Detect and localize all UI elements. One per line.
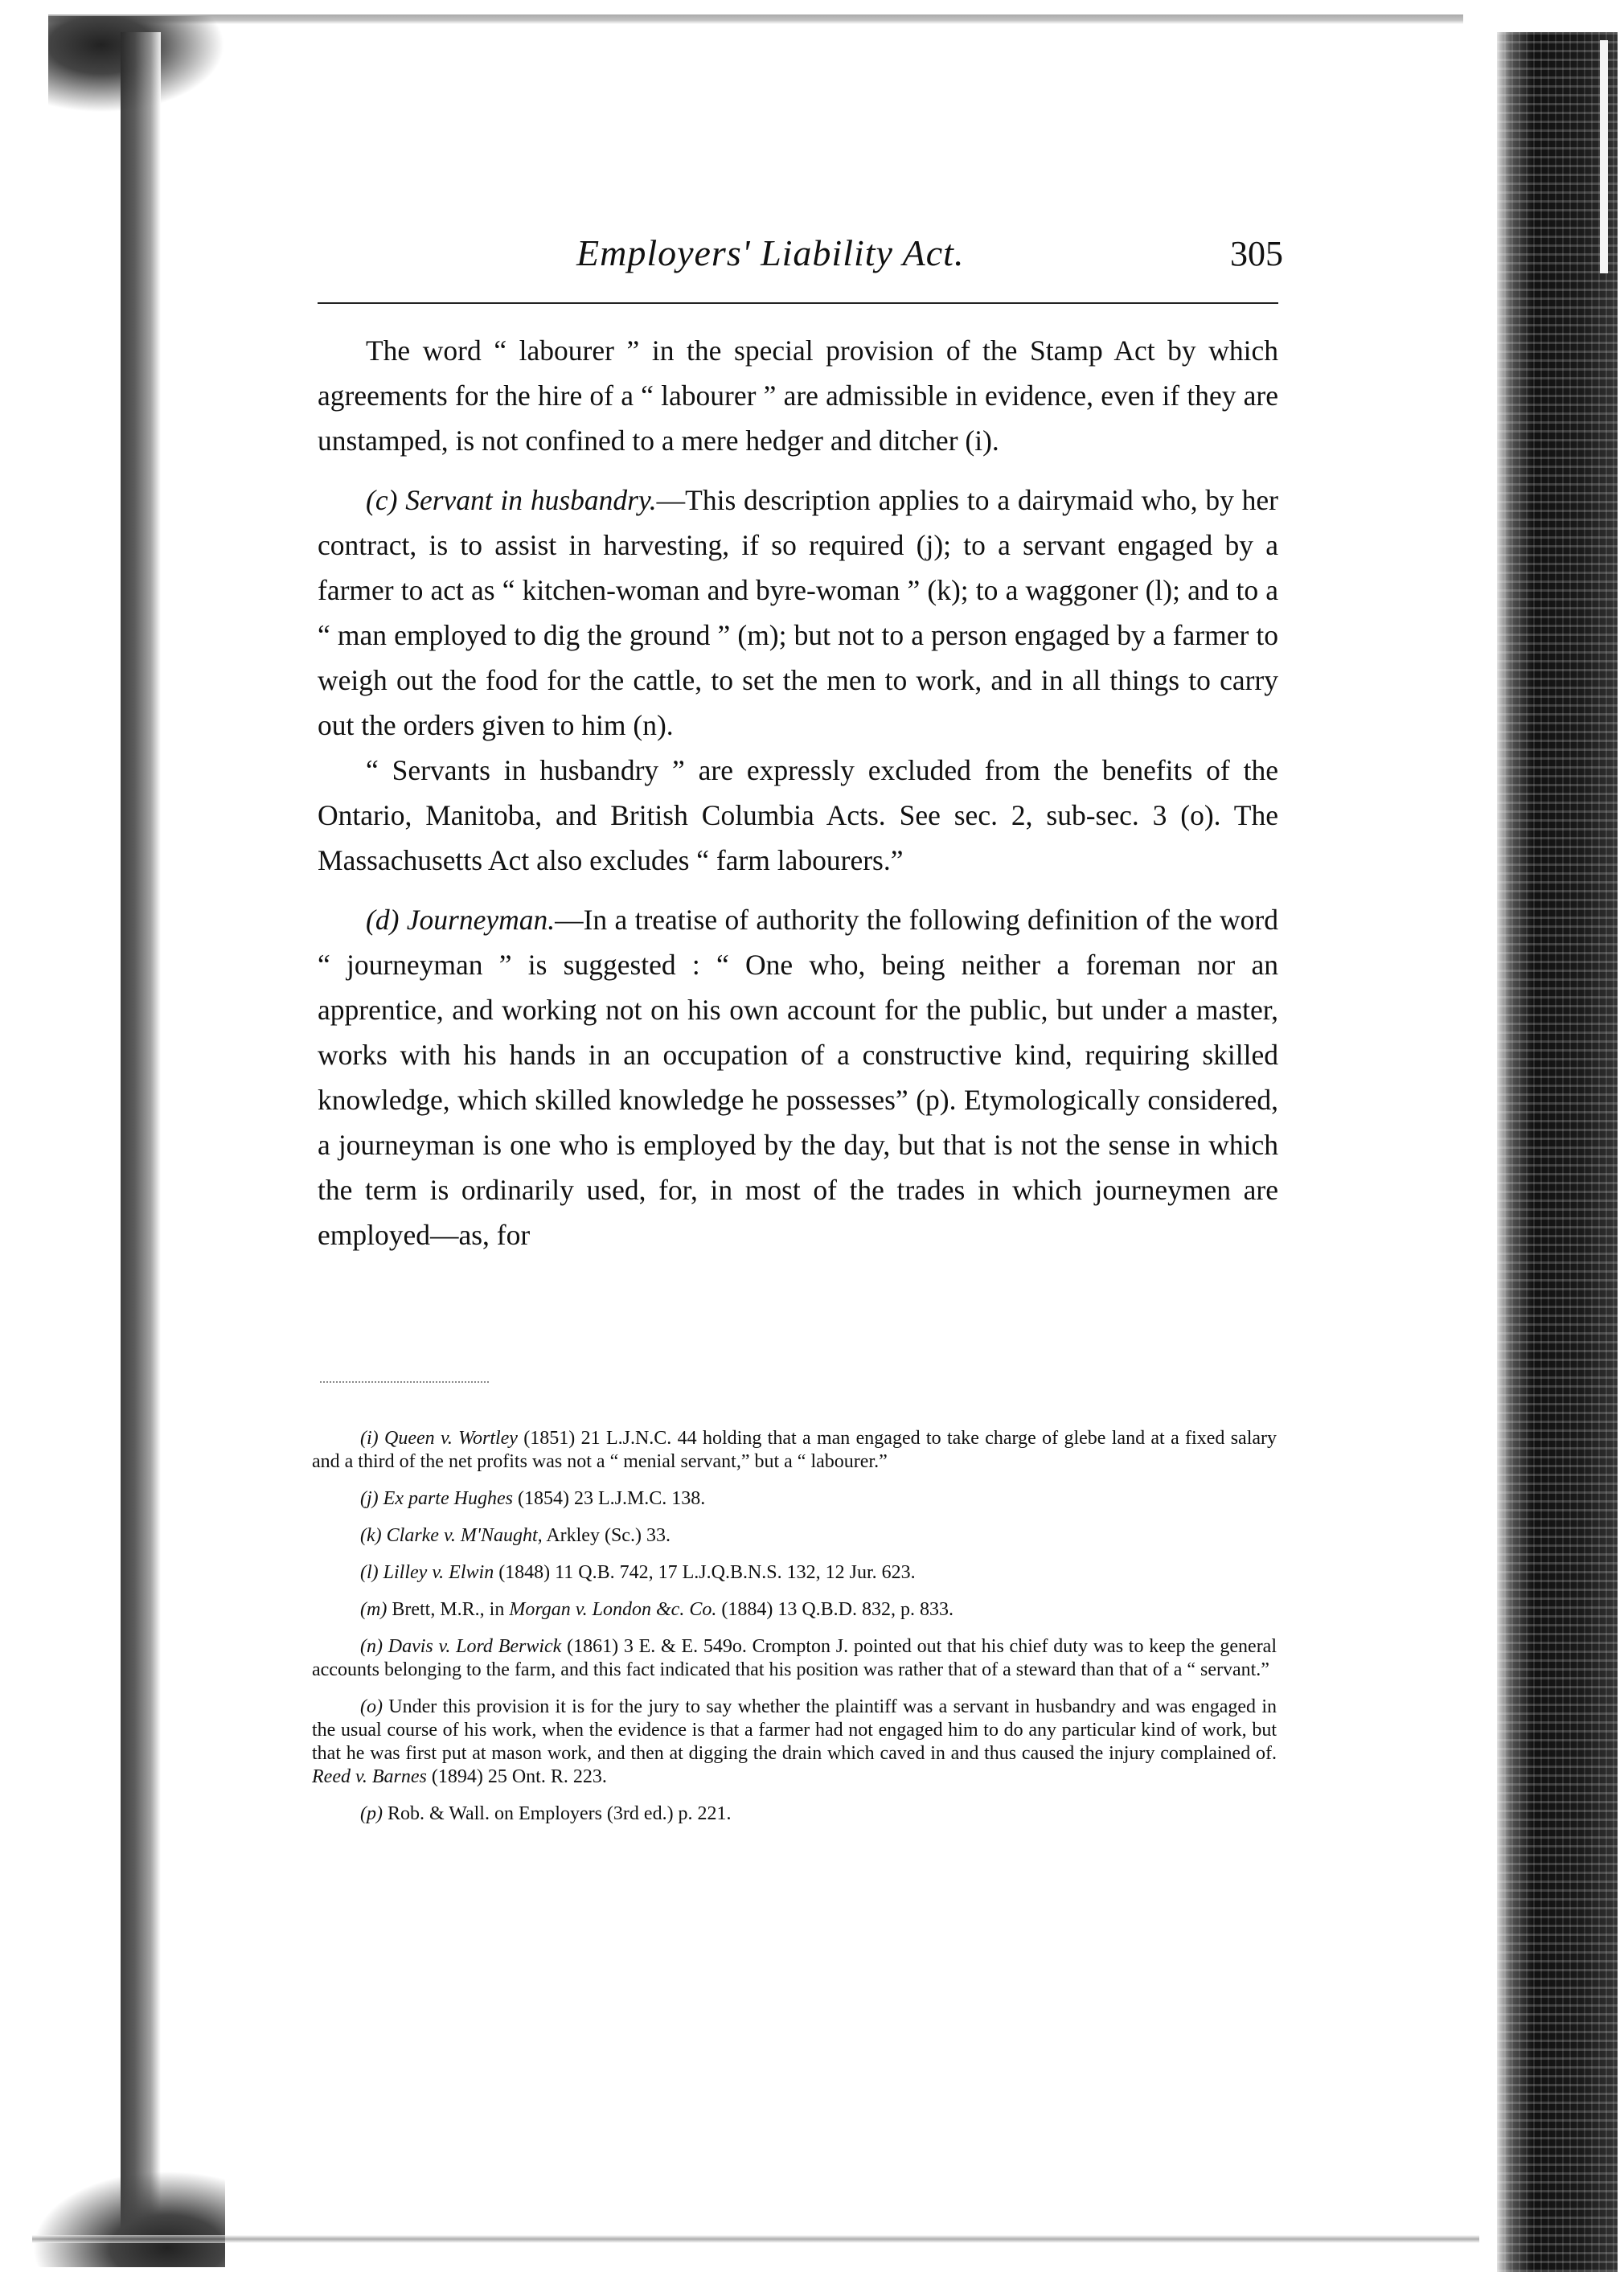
footnote-text: (1854) 23 L.J.M.C. 138. [512, 1488, 706, 1509]
footnote-m [312, 1598, 1277, 1622]
footnote-l [312, 1561, 1277, 1585]
running-title: Employers' Liability Act. [576, 232, 965, 273]
footnote-text: (1884) 13 Q.B.D. 832, p. 833. [716, 1599, 953, 1620]
footnote-i [312, 1427, 1277, 1474]
header-rule [318, 302, 1278, 304]
footnote-mark: (p) [360, 1803, 383, 1824]
footnote-text: (1894) 25 Ont. R. 223. [426, 1766, 607, 1787]
section-heading-servant-in-husbandry: (c) Servant in husbandry. [366, 484, 657, 516]
case-name: Queen v. Wortley [384, 1428, 518, 1449]
footnote-mark: (o) [360, 1696, 383, 1717]
footnote-j [312, 1487, 1277, 1511]
page-bottom-edge [32, 2235, 1479, 2243]
footnote-text: Rob. & Wall. on Employers (3rd ed.) p. 221. [382, 1803, 732, 1824]
footnote-mark: (l) [360, 1562, 379, 1583]
paragraph-journeyman-text: —In a treatise of authority the following definition of the word “ journeyman ” is suggested : “ One who, being neither a foreman nor an apprentice, and working not on his own account for the public, but under a master, works with his hands in an occupation of a constructive kind, requiring skilled knowledge, which skilled knowledge he possesses” (p). Etymologically considered, a journeyman is one who is employed by the day, but that is not the sense in which the term is ordinarily used, for, in most of the trades in which journeymen are employed—as, for [318, 904, 1278, 1251]
footnote-text: (1848) 11 Q.B. 742, 17 L.J.Q.B.N.S. 132, 12 Jur. 623. [494, 1562, 916, 1583]
case-name: Ex parte Hughes [383, 1488, 513, 1509]
footnote-text: Under this provision it is for the jury to say whether the plaintiff was a servant in husbandry and was engaged in the usual course of his work, when the evidence is that a farmer had not engaged him to do any particular kind of work, but that he was first put at mason work, and then at digging the drain which caved in and thus caused the injury complained of. [312, 1696, 1277, 1764]
scan-shadow-bottom-left [32, 2171, 225, 2267]
scan-border-right [1497, 32, 1618, 2272]
paragraph-journeyman [318, 897, 1278, 1257]
scan-border-highlight [1600, 40, 1608, 273]
paragraph-labourer: The word “ labourer ” in the special provision of the Stamp Act by which agreements for the hire of a “ labourer ” are admissible in evidence, even if they are unstamped, is not confined to a mere hedger and ditcher (i). [318, 334, 1278, 457]
footnote-mark: (n) [360, 1636, 383, 1657]
paragraph-servant-in-husbandry [318, 478, 1278, 748]
footnotes [312, 1427, 1277, 1839]
footnote-text: Brett, M.R., in [387, 1599, 510, 1620]
page-top-edge [48, 14, 1463, 24]
page-binding-edge [121, 32, 161, 2235]
paragraph-servants-excluded: “ Servants in husbandry ” are expressly excluded from the benefits of the Ontario, Manitoba, and British Columbia Acts. See sec. 2, sub-sec. 3 (o). The Massachusetts Act also excludes “ farm labourers.” [318, 754, 1278, 876]
footnote-mark: (j) [360, 1488, 379, 1509]
case-name: Davis v. Lord Berwick [388, 1636, 562, 1657]
footnote-mark: (k) [360, 1525, 382, 1546]
footnote-text: Arkley (Sc.) 33. [542, 1525, 671, 1546]
case-name: Clarke v. M'Naught, [386, 1525, 543, 1546]
footnote-text: (1851) 21 L.J.N.C. 44 holding that a man engaged to take charge of glebe land at a fixed salary and a third of the net profits was not a “ menial servant,” but a “ labourer.” [312, 1428, 1277, 1472]
footnote-mark: (i) [360, 1428, 379, 1449]
paragraph-servant-text: —This description applies to a dairymaid who, by her contract, is to assist in harvesting, if so required (j); to a servant engaged by a farmer to act as “ kitchen-woman and byre-woman ” (k); to a waggoner (l); and to a “ man employed to dig the ground ” (m); but not to a person engaged by a farmer to weigh out the food for the cattle, to set the men to work, and in all things to carry out the orders given to him (n). [318, 484, 1278, 741]
case-name: Reed v. Barnes [312, 1766, 427, 1787]
body-text [318, 328, 1278, 1257]
footnote-p [312, 1802, 1277, 1826]
footnote-o [312, 1696, 1277, 1789]
section-heading-journeyman: (d) Journeyman. [366, 904, 556, 936]
footnote-mark: (m) [360, 1599, 388, 1620]
footnote-k [312, 1524, 1277, 1548]
page-header [318, 232, 1282, 288]
footnote-text: (1861) 3 E. & E. 549o. Crompton J. pointed out that his chief duty was to keep the general accounts belonging to the farm, and this fact indicated that his position was rather that of a steward than that of a “ servant.” [312, 1636, 1277, 1680]
page-number: 305 [1230, 234, 1283, 273]
footnote-n [312, 1635, 1277, 1682]
case-name: Lilley v. Elwin [383, 1562, 494, 1583]
footnote-rule [320, 1381, 489, 1384]
case-name: Morgan v. London &c. Co. [509, 1599, 717, 1620]
